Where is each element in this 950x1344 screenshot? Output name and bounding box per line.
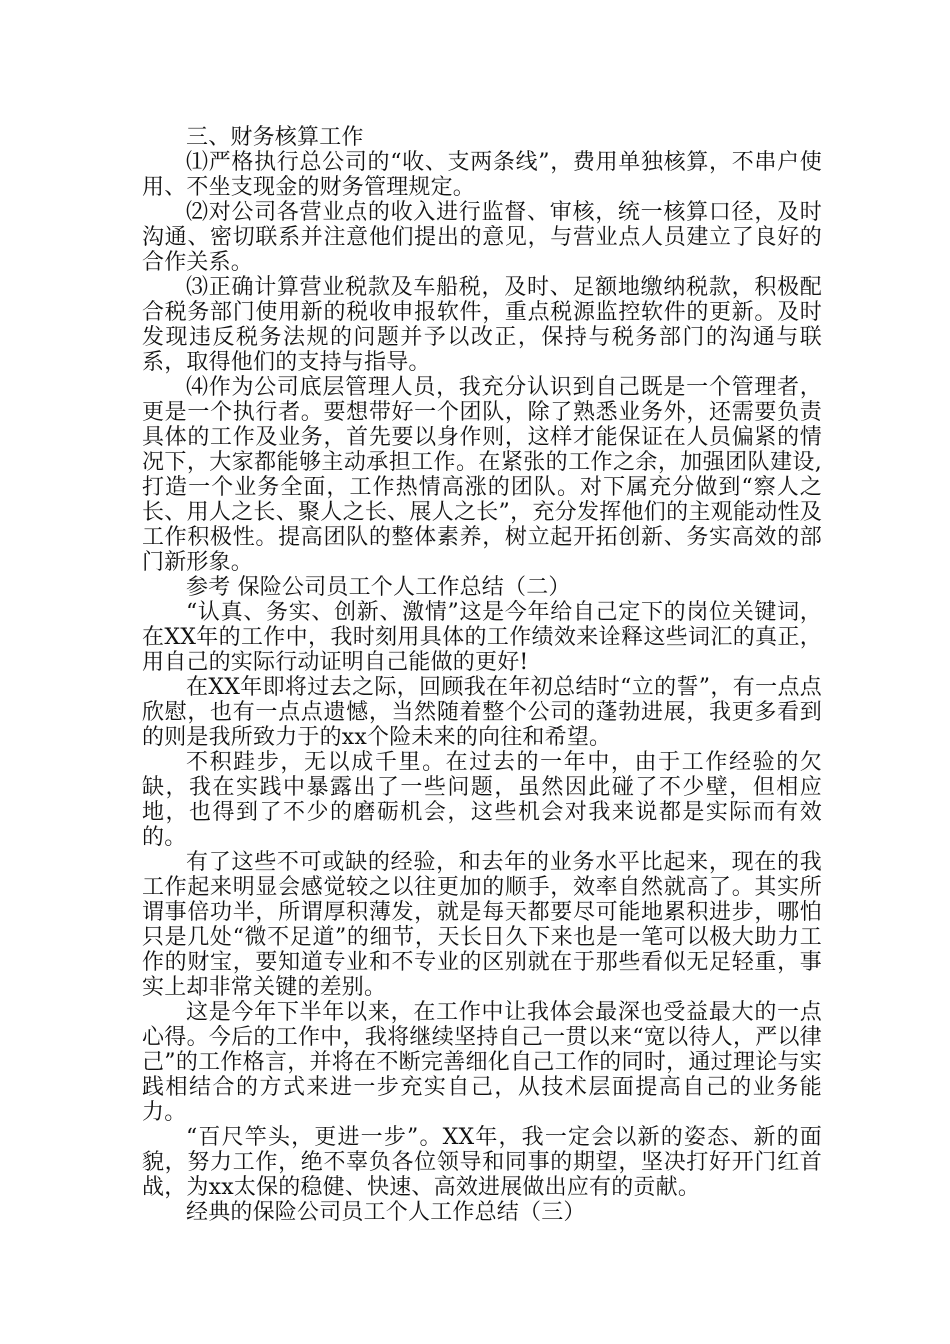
paragraph-keywords: “认真、务实、创新、激情”这是今年给自己定下的岗位关键词，在XX年的工作中，我时刻用具体的工作绩效来诠释这些词汇的真正，用自己的实际行动证明自己能做的更好! — [142, 600, 822, 675]
paragraph-item-1: ⑴严格执行总公司的“收、支两条线”，费用单独核算，不串户使用、不坐支现金的财务管理规定。 — [142, 150, 822, 200]
paragraph-item-2: ⑵对公司各营业点的收入进行监督、审核，统一核算口径，及时沟通、密切联系并注意他们提出的意见，与营业点人员建立了良好的合作关系。 — [142, 200, 822, 275]
paragraph-insight: 这是今年下半年以来，在工作中让我体会最深也受益最大的一点心得。今后的工作中，我将继续坚持自己一贯以来“宽以待人，严以律己”的工作格言，并将在不断完善细化自己工作的同时，通过理论与实践相结合的方式来进一步充实自己，从技术层面提高自己的业务能力。 — [142, 1000, 822, 1125]
section-heading-finance: 三、财务核算工作 — [186, 125, 364, 150]
section-heading-summary-3: 经典的保险公司员工个人工作总结（三） — [186, 1200, 586, 1225]
document-body — [142, 125, 822, 1225]
paragraph-item-3: ⑶正确计算营业税款及车船税，及时、足额地缴纳税款，积极配合税务部门使用新的税收申报软件，重点税源监控软件的更新。及时发现违反税务法规的问题并予以改正，保持与税务部门的沟通与联系，取得他们的支持与指导。 — [142, 275, 822, 375]
paragraph-improvement: 有了这些不可或缺的经验，和去年的业务水平比起来，现在的我工作起来明显会感觉较之以往更加的顺手，效率自然就高了。其实所谓事倍功半，所谓厚积薄发，就是每天都要尽可能地累积进步，哪怕只是几处“微不足道”的细节，天长日久下来也是一笔可以极大助力工作的财宝，要知道专业和不专业的区别就在于那些看似无足轻重，事实上却非常关键的差别。 — [142, 850, 822, 1000]
paragraph-outlook: “百尺竿头，更进一步”。XX年，我一定会以新的姿态、新的面貌，努力工作，绝不辜负各位领导和同事的期望，坚决打好开门红首战，为xx太保的稳健、快速、高效进展做出应有的贡献。 — [142, 1125, 822, 1200]
paragraph-year-review: 在XX年即将过去之际，回顾我在年初总结时“立的誓”，有一点点欣慰，也有一点点遗憾，当然随着整个公司的蓬勃进展，我更多看到的则是我所致力于的xx个险未来的向往和希望。 — [142, 675, 822, 750]
section-heading-summary-2: 参考 保险公司员工个人工作总结（二） — [186, 575, 571, 600]
paragraph-experience: 不积跬步，无以成千里。在过去的一年中，由于工作经验的欠缺，我在实践中暴露出了一些问题，虽然因此碰了不少壁，但相应地，也得到了不少的磨砺机会，这些机会对我来说都是实际而有效的。 — [142, 750, 822, 850]
paragraph-item-4: ⑷作为公司底层管理人员，我充分认识到自己既是一个管理者，更是一个执行者。要想带好一个团队，除了熟悉业务外，还需要负责具体的工作及业务，首先要以身作则，这样才能保证在人员偏紧的情况下，大家都能够主动承担工作。在紧张的工作之余，加强团队建设,打造一个业务全面，工作热情高涨的团队。对下属充分做到“察人之长、用人之长、聚人之长、展人之长”，充分发挥他们的主观能动性及工作积极性。提高团队的整体素养，树立起开拓创新、务实高效的部门新形象。 — [142, 375, 822, 575]
